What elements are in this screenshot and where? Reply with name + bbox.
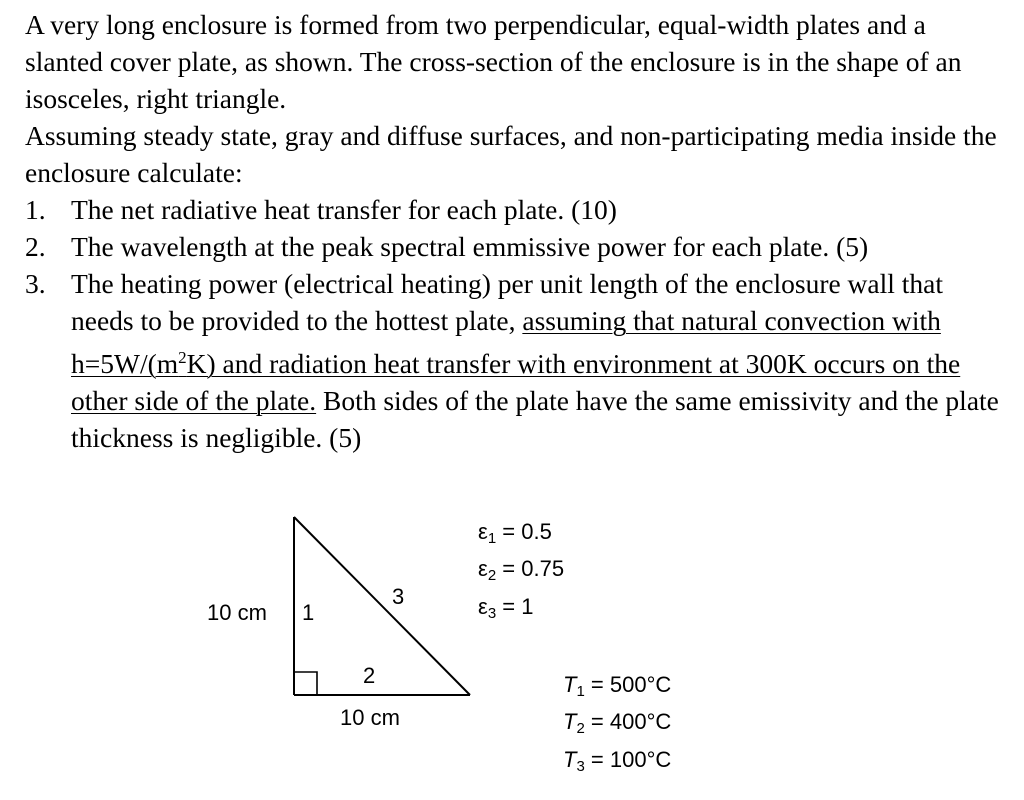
task-number: 2. bbox=[25, 231, 46, 262]
temperature-symbol: T bbox=[563, 709, 577, 734]
temperature-symbol: T bbox=[563, 747, 577, 772]
underlined-part-b: K) and radiation heat transfer with environment at 300K occurs on the other side of the plate. bbox=[71, 348, 961, 417]
plate-3-label: 3 bbox=[392, 584, 405, 609]
temperature-value: = 400°C bbox=[590, 709, 672, 734]
task-text: The net radiative heat transfer for each plate. (10) bbox=[71, 194, 617, 225]
epsilon-symbol: ε bbox=[478, 594, 488, 619]
subscript: 3 bbox=[576, 758, 585, 775]
plate-1-label: 1 bbox=[302, 600, 315, 625]
temperature-value: = 500°C bbox=[590, 672, 672, 697]
task-text-after: Both sides of the plate have the same emissivity and the plate thickness is negligible. (5) bbox=[71, 385, 999, 454]
underlined-part-a: assuming that natural convection with h=5W/(m bbox=[71, 305, 941, 380]
subscript: 1 bbox=[487, 530, 497, 547]
plate-2-label: 2 bbox=[363, 663, 376, 688]
temperature-value: = 100°C bbox=[590, 747, 672, 772]
epsilon-symbol: ε bbox=[478, 556, 488, 581]
emissivity-2 bbox=[478, 557, 564, 588]
subscript: 3 bbox=[487, 605, 497, 622]
temperature-3 bbox=[563, 748, 671, 779]
side-dimension-label: 10 cm bbox=[207, 600, 267, 625]
plate-3-line bbox=[294, 517, 470, 695]
emissivity-1 bbox=[478, 520, 552, 551]
intro-paragraph: A very long enclosure is formed from two perpendicular, equal-width plates and a slanted cover plate, as shown. The cross-section of the enclosure is in the shape of an isosceles, right triangle. bbox=[25, 9, 962, 114]
task-text-before: The heating power (electrical heating) per unit length of the enclosure wall that needs to be provided to the hottest plate, bbox=[71, 268, 944, 336]
emissivity-value: = 1 bbox=[502, 594, 534, 619]
subscript: 2 bbox=[576, 720, 585, 737]
task-text: The wavelength at the peak spectral emmissive power for each plate. (5) bbox=[71, 231, 869, 262]
temperature-2 bbox=[563, 710, 671, 741]
task-number: 3. bbox=[25, 268, 46, 299]
subscript: 1 bbox=[576, 683, 585, 700]
temperature-1 bbox=[563, 673, 671, 704]
temperature-symbol: T bbox=[563, 672, 577, 697]
emissivity-value: = 0.75 bbox=[502, 556, 565, 581]
emissivity-value: = 0.5 bbox=[502, 519, 552, 544]
task-number: 1. bbox=[25, 194, 46, 225]
subscript: 2 bbox=[487, 567, 497, 584]
assumptions-paragraph: Assuming steady state, gray and diffuse surfaces, and non-participating media inside the enclosure calculate: bbox=[25, 120, 997, 188]
epsilon-symbol: ε bbox=[478, 519, 488, 544]
superscript: 2 bbox=[178, 348, 187, 367]
emissivity-3 bbox=[478, 595, 533, 626]
bottom-dimension-label: 10 cm bbox=[340, 705, 400, 730]
right-angle-marker bbox=[294, 672, 317, 695]
